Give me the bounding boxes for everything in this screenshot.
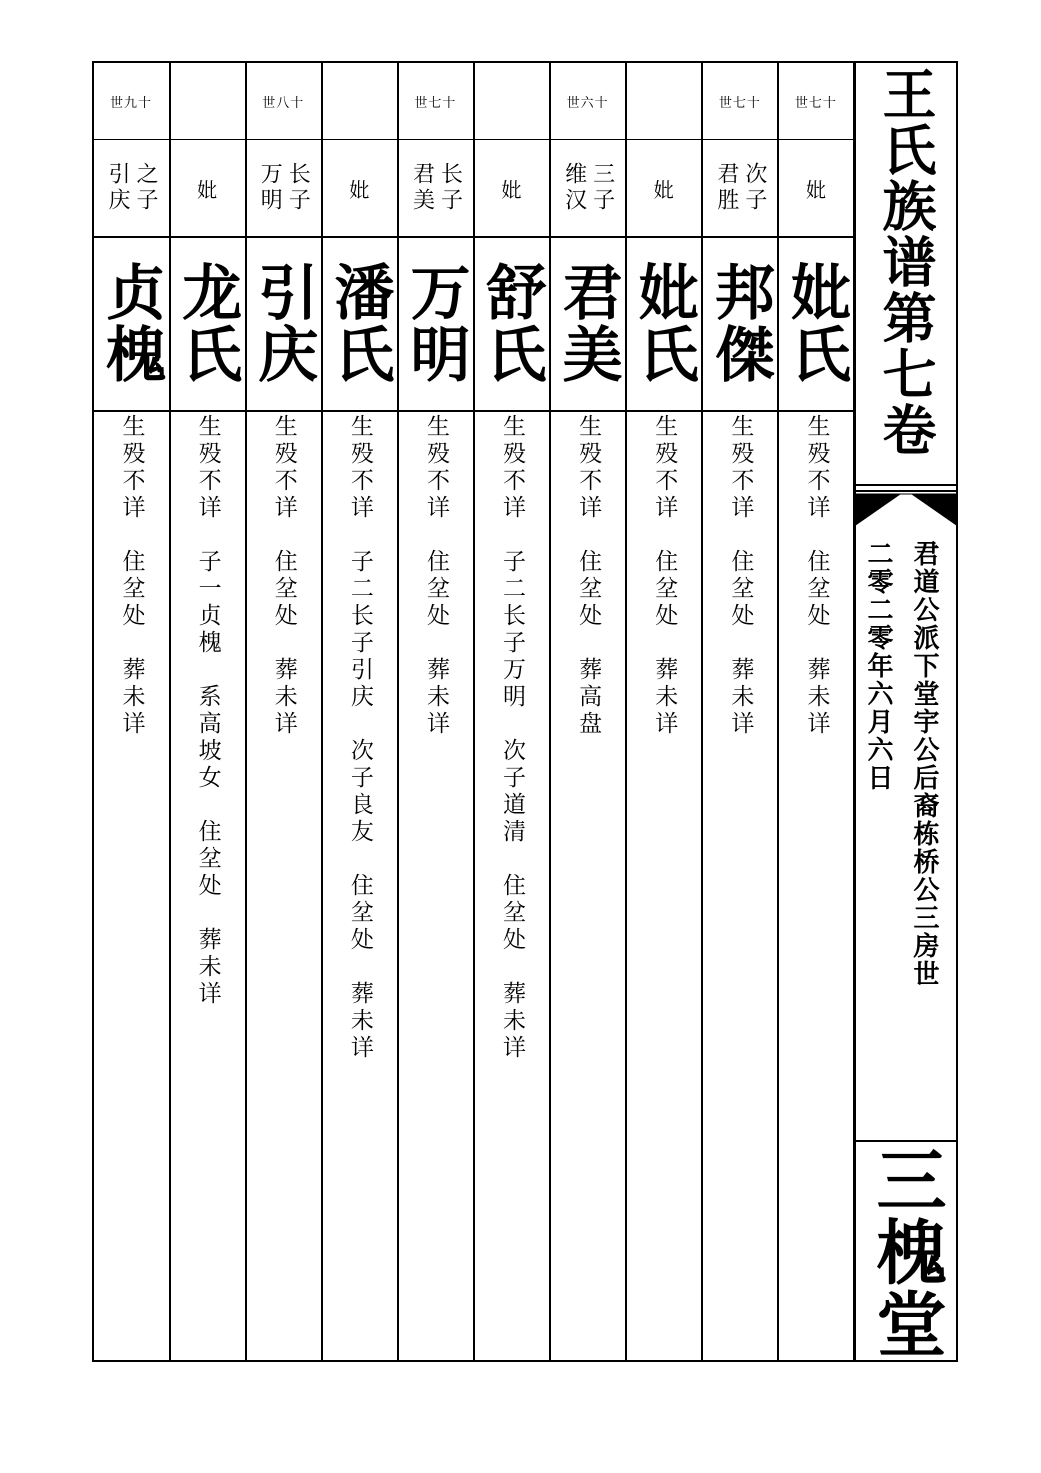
frame-bottom	[92, 1360, 958, 1362]
relation-text: 君胜	[713, 162, 739, 214]
person-column	[550, 62, 626, 1361]
person-name: 君美	[552, 261, 623, 385]
person-column	[321, 62, 397, 1361]
person-name-cell	[93, 236, 169, 410]
person-name-cell	[169, 236, 245, 410]
person-detail-cell	[626, 414, 702, 1361]
person-name-cell	[778, 236, 854, 410]
person-detail-cell	[169, 414, 245, 1361]
relation-cell	[397, 140, 473, 236]
person-name: 邦傑	[704, 261, 775, 385]
person-detail: 生殁不详 住坌处 葬未详	[651, 414, 678, 738]
person-name-cell	[245, 236, 321, 410]
title-column	[855, 62, 957, 1361]
relation-text: 之子	[133, 162, 159, 214]
generation-label: 世八十	[262, 95, 305, 111]
volume-title	[855, 62, 957, 486]
person-name-cell	[702, 236, 778, 410]
person-name-cell	[626, 236, 702, 410]
person-detail: 生殁不详 住坌处 葬未详	[727, 414, 754, 738]
person-detail-cell	[702, 414, 778, 1361]
person-name-cell	[474, 236, 550, 410]
person-column	[626, 62, 702, 1361]
person-detail: 生殁不详 子二长子万明 次子道清 住坌处 葬未详	[499, 414, 526, 1062]
person-detail: 生殁不详 住坌处 葬未详	[270, 414, 297, 738]
generation-label: 世七十	[718, 95, 761, 111]
relation-text: 长子	[437, 162, 463, 214]
row-line-generation	[92, 139, 855, 140]
frame-top	[92, 61, 958, 63]
relation-text: 妣	[653, 177, 674, 202]
relation-cell	[702, 140, 778, 236]
relation-text: 长子	[285, 162, 311, 214]
person-name: 妣氏	[628, 261, 699, 385]
relation-text: 妣	[349, 177, 370, 202]
person-column	[169, 62, 245, 1361]
person-detail-cell	[474, 414, 550, 1361]
divider-ornament	[855, 482, 957, 532]
generation-label	[626, 62, 702, 140]
relation-text: 君美	[409, 162, 435, 214]
generation-label	[169, 62, 245, 140]
generation-label: 世六十	[566, 95, 609, 111]
person-detail-cell	[397, 414, 473, 1361]
relation-text: 妣	[197, 177, 218, 202]
person-detail: 生殁不详 子二长子引庆 次子良友 住坌处 葬未详	[346, 414, 373, 1062]
relation-text: 引庆	[105, 162, 131, 214]
person-name-cell	[550, 236, 626, 410]
relation-cell	[169, 140, 245, 236]
person-detail-cell	[778, 414, 854, 1361]
relation-cell	[93, 140, 169, 236]
generation-label: 世七十	[794, 95, 837, 111]
branch-line-text: 君道公派下堂宇公后裔栋桥公三房世	[909, 540, 939, 988]
relation-text: 妣	[805, 177, 826, 202]
relation-cell	[474, 140, 550, 236]
relation-text: 三子	[589, 162, 615, 214]
person-detail-cell	[93, 414, 169, 1361]
hall-name-text: 三槐堂	[865, 1143, 948, 1360]
person-column	[245, 62, 321, 1361]
relation-cell	[778, 140, 854, 236]
frame-right	[956, 61, 958, 1362]
person-detail: 生殁不详 住坌处 葬未详	[803, 414, 830, 738]
person-detail: 生殁不详 住坌处 葬未详	[118, 414, 145, 738]
person-column	[778, 62, 854, 1361]
person-detail-cell	[321, 414, 397, 1361]
person-name: 贞槐	[96, 261, 167, 385]
relation-cell	[321, 140, 397, 236]
person-name: 龙氏	[172, 261, 243, 385]
relation-text: 万明	[257, 162, 283, 214]
person-name: 舒氏	[476, 261, 547, 385]
hall-name	[855, 1142, 957, 1361]
generation-label: 世七十	[414, 95, 457, 111]
generation-label	[321, 62, 397, 140]
generation-label	[474, 62, 550, 140]
person-column	[474, 62, 550, 1361]
person-column	[397, 62, 473, 1361]
person-name-cell	[397, 236, 473, 410]
compile-date	[865, 540, 891, 796]
relation-cell	[626, 140, 702, 236]
person-name: 潘氏	[324, 261, 395, 385]
person-detail: 生殁不详 住坌处 葬未详	[422, 414, 449, 738]
person-name: 妣氏	[780, 261, 851, 385]
branch-line	[911, 540, 937, 992]
person-detail: 生殁不详 住坌处 葬高盘	[575, 414, 602, 738]
person-name: 引庆	[248, 261, 319, 385]
row-line-relation	[92, 236, 855, 238]
person-column	[702, 62, 778, 1361]
relation-text: 维汉	[561, 162, 587, 214]
person-name: 万明	[400, 261, 471, 385]
generation-label: 世九十	[110, 95, 153, 111]
compile-date-text: 二零二零年六月六日	[863, 540, 893, 792]
person-column	[93, 62, 169, 1361]
relation-cell	[550, 140, 626, 236]
relation-text: 妣	[501, 177, 522, 202]
relation-text: 次子	[741, 162, 767, 214]
relation-cell	[245, 140, 321, 236]
volume-title-text: 王氏族谱第七卷	[874, 66, 938, 458]
frame-left	[92, 61, 94, 1362]
person-detail: 生殁不详 子一贞槐 系高坡女 住坌处 葬未详	[194, 414, 221, 1008]
person-name-cell	[321, 236, 397, 410]
person-detail-cell	[550, 414, 626, 1361]
person-detail-cell	[245, 414, 321, 1361]
frame-title-divider	[853, 61, 856, 1362]
row-line-name	[92, 410, 855, 412]
